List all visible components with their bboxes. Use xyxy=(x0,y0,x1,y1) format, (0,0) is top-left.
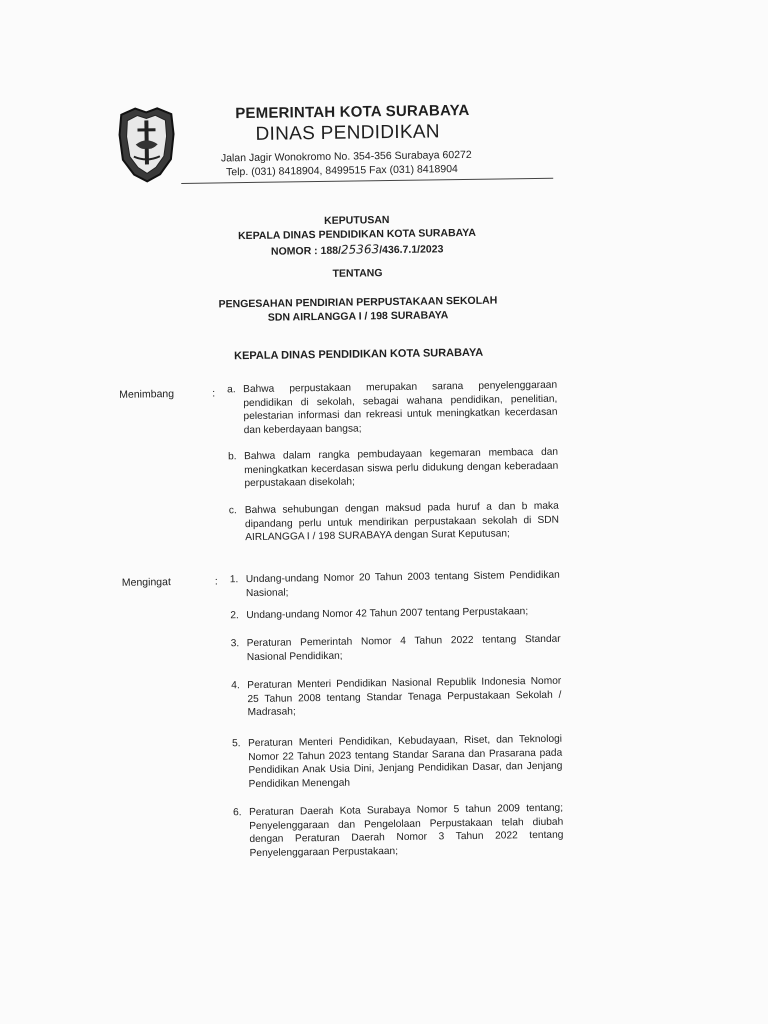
item-number: c. xyxy=(228,505,237,517)
mengingat-item xyxy=(233,802,564,861)
item-number: 2. xyxy=(230,610,239,622)
about-heading: TENTANG xyxy=(332,267,383,280)
mengingat-colon: : xyxy=(214,575,218,588)
decision-title: KEPUTUSAN xyxy=(324,214,390,227)
surabaya-emblem-icon xyxy=(115,104,178,185)
subject-line-2: SDN AIRLANGGA I / 198 SURABAYA xyxy=(267,309,449,324)
menimbang-item xyxy=(229,500,560,545)
government-name: PEMERINTAH KOTA SURABAYA xyxy=(235,101,470,123)
item-number: 3. xyxy=(230,638,240,650)
authority-heading: KEPALA DINAS PENDIDIKAN KOTA SURABAYA xyxy=(233,346,484,363)
item-number: b. xyxy=(227,451,237,463)
menimbang-item xyxy=(227,379,558,438)
decree-number-handwritten: 25363 xyxy=(340,242,380,257)
decree-number-prefix: NOMOR : 188/ xyxy=(270,244,342,258)
mengingat-item xyxy=(231,633,561,665)
item-text: Peraturan Daerah Kota Surabaya Nomor 5 tahun 2009 tentang; Penyelenggaraan dan Pengelolaan Perpustakaan telah diubah dengan Peraturan Daerah Nomor 3 Tahun 2022 tentang Penyelenggaraan Perpustakaan; xyxy=(248,802,564,859)
mengingat-item xyxy=(232,733,563,792)
item-number: 5. xyxy=(231,738,241,750)
decree-number-suffix: /436.7.1/2023 xyxy=(379,243,444,257)
mengingat-label: Mengingat xyxy=(121,576,171,589)
item-number: a. xyxy=(227,384,236,396)
mengingat-item xyxy=(230,569,560,601)
address: Jalan Jagir Wonokromo No. 354-356 Surabaya 60272 xyxy=(220,148,472,165)
item-number: 1. xyxy=(229,574,239,586)
item-text: Peraturan Menteri Pendidikan Nasional Republik Indonesia Nomor 25 Tahun 2008 tentang Standar Tenaga Perpustakaan Sekolah / Madrasah; xyxy=(247,675,562,719)
menimbang-colon: : xyxy=(212,387,216,400)
header-divider xyxy=(181,178,553,184)
item-text: Bahwa perpustakaan merupakan sarana penyelenggaraan pendidikan di sekolah, sebagai wahana pendidikan, penelitian, pelestarian informasi dan rekreasi untuk meningkatkan kecerdasan dan keberdayaan bangsa; xyxy=(243,379,558,436)
issuer-line: KEPALA DINAS PENDIDIKAN KOTA SURABAYA xyxy=(237,226,476,243)
item-number: 6. xyxy=(232,807,242,819)
item-text: Undang-undang Nomor 20 Tahun 2003 tentang Sistem Pendidikan Nasional; xyxy=(245,569,560,599)
item-text: Peraturan Pemerintah Nomor 4 Tahun 2022 tentang Standar Nasional Pendidikan; xyxy=(246,633,561,663)
item-number: 4. xyxy=(231,680,240,692)
item-text: Undang-undang Nomor 42 Tahun 2007 tentang Perpustakaan; xyxy=(246,606,529,622)
menimbang-item xyxy=(228,446,559,491)
phone-fax: Telp. (031) 8418904, 8499515 Fax (031) 8418904 xyxy=(226,163,458,179)
item-text: Peraturan Menteri Pendidikan, Kebudayaan, Riset, dan Teknologi Nomor 22 Tahun 2023 tentang Standar Sarana dan Prasarana pada Pendidikan Anak Usia Dini, Jenjang Pendidikan Dasar, dan Jenjang Pendidikan Menengah xyxy=(247,733,563,790)
department-name: DINAS PENDIDIKAN xyxy=(255,121,440,145)
item-text: Bahwa sehubungan dengan maksud pada huruf a dan b maka dipandang perlu untuk mendirikan perpustakaan sekolah di SDN AIRLANGGA I / 198 SURABAYA dengan Surat Keputusan; xyxy=(244,500,560,544)
document xyxy=(105,88,586,869)
subject-line-1: PENGESAHAN PENDIRIAN PERPUSTAKAAN SEKOLAH xyxy=(218,294,498,311)
mengingat-item xyxy=(231,675,562,720)
item-text: Bahwa dalam rangka pembudayaan kegemaran membaca dan meningkatkan kecerdasan siswa perlu didukung dengan keberadaan perpustakaan disekolah; xyxy=(243,446,559,490)
menimbang-label: Menimbang xyxy=(119,388,175,401)
mengingat-item xyxy=(230,605,560,623)
